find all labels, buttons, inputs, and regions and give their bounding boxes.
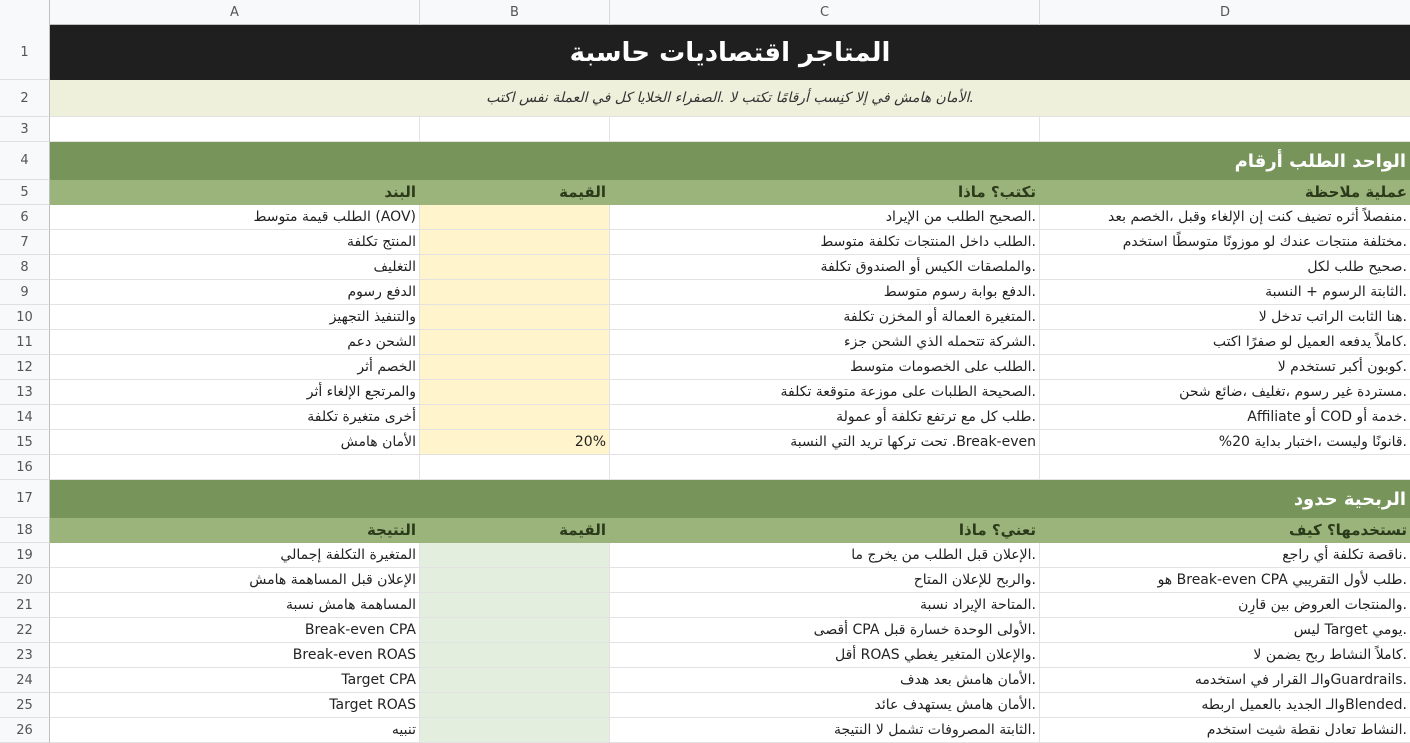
table-row: [50, 593, 1410, 618]
cell-description[interactable]: .الأمان هامش بعد هدف: [610, 668, 1040, 693]
cell-note[interactable]: .طلب لأول التقريبي Break-even CPA هو: [1040, 568, 1410, 593]
cell-d16[interactable]: [1040, 455, 1410, 480]
cell-note[interactable]: .منفصلاً أثره تضيف كنت إن الإلغاء وقبل ،الخصم بعد: [1040, 205, 1410, 230]
column-header-a[interactable]: A: [50, 0, 420, 25]
cell-value[interactable]: 20%: [420, 430, 610, 455]
section2-header-row: [50, 518, 1410, 543]
cell-item[interactable]: (AOV) الطلب قيمة متوسط: [50, 205, 420, 230]
row-header[interactable]: 19: [0, 543, 50, 568]
cell-description[interactable]: .الطلب على الخصومات متوسط: [610, 355, 1040, 380]
select-all-corner[interactable]: [0, 0, 50, 25]
cell-c16[interactable]: [610, 455, 1040, 480]
row-header[interactable]: 21: [0, 593, 50, 618]
cell-description[interactable]: .الطلب داخل المنتجات تكلفة متوسط: [610, 230, 1040, 255]
cell-description[interactable]: .الثابتة المصروفات تشمل لا النتيجة: [610, 718, 1040, 743]
header-meaning[interactable]: تعني؟ ماذا: [610, 518, 1040, 543]
section1-header-row: [50, 180, 1410, 205]
cell-note[interactable]: .صحيح طلب لكل: [1040, 255, 1410, 280]
cell-d3[interactable]: [1040, 117, 1410, 142]
cell-note[interactable]: .مختلفة منتجات عندك لو موزونًا متوسطًا استخدم: [1040, 230, 1410, 255]
row-header-4[interactable]: 4: [0, 142, 50, 180]
cell-note[interactable]: .Blendedوالـ الجديد بالعميل اربطه: [1040, 693, 1410, 718]
header-value[interactable]: القيمة: [420, 518, 610, 543]
cell-item[interactable]: الدفع رسوم: [50, 280, 420, 305]
cell-note[interactable]: .كاملاً يدفعه العميل لو صفرًا اكتب: [1040, 330, 1410, 355]
cell-value[interactable]: [420, 543, 610, 568]
cell-value[interactable]: [420, 693, 610, 718]
cell-item[interactable]: Break-even ROAS: [50, 643, 420, 668]
cell-note[interactable]: .ناقصة تكلفة أي راجع: [1040, 543, 1410, 568]
table-row: [50, 280, 1410, 305]
section-title[interactable]: الواحد الطلب أرقام: [50, 142, 1410, 180]
cell-item[interactable]: المنتج تكلفة: [50, 230, 420, 255]
section-order-numbers: [50, 142, 1410, 180]
row-header-18[interactable]: 18: [0, 518, 50, 543]
header-result[interactable]: النتيجة: [50, 518, 420, 543]
cell-a3[interactable]: [50, 117, 420, 142]
cell-description[interactable]: .الإعلان قبل الطلب من يخرج ما: [610, 543, 1040, 568]
table-row: [50, 230, 1410, 255]
cell-item[interactable]: Target CPA: [50, 668, 420, 693]
cell-value[interactable]: [420, 643, 610, 668]
cell-value[interactable]: [420, 230, 610, 255]
cell-value[interactable]: [420, 593, 610, 618]
header-item[interactable]: البند: [50, 180, 420, 205]
cell-note[interactable]: .كوبون أكبر تستخدم لا: [1040, 355, 1410, 380]
cell-a16[interactable]: [50, 455, 420, 480]
row-header[interactable]: 8: [0, 255, 50, 280]
table-row: [50, 330, 1410, 355]
cell-item[interactable]: والمرتجع الإلغاء أثر: [50, 380, 420, 405]
cell-item[interactable]: Target ROAS: [50, 693, 420, 718]
cell-value[interactable]: [420, 305, 610, 330]
cell-value[interactable]: [420, 718, 610, 743]
row-header[interactable]: 23: [0, 643, 50, 668]
table-row: [50, 205, 1410, 230]
instructions-note[interactable]: .الأمان هامش في إلا كنِسب أرقامًا تكتب لا .الصفراء الخلايا كل في العملة نفس اكتب: [50, 80, 1410, 117]
cell-value[interactable]: [420, 355, 610, 380]
cell-item[interactable]: المساهمة هامش نسبة: [50, 593, 420, 618]
cell-item[interactable]: Break-even CPA: [50, 618, 420, 643]
cell-note[interactable]: .النشاط تعادل نقطة شيت استخدم: [1040, 718, 1410, 743]
cell-description[interactable]: .المتغيرة العمالة أو المخزن تكلفة: [610, 305, 1040, 330]
row-header[interactable]: 10: [0, 305, 50, 330]
row-header[interactable]: 11: [0, 330, 50, 355]
cell-description[interactable]: .الشركة تتحمله الذي الشحن جزء: [610, 330, 1040, 355]
cell-b16[interactable]: [420, 455, 610, 480]
cell-description[interactable]: .والربح للإعلان المتاح: [610, 568, 1040, 593]
cell-item[interactable]: المتغيرة التكلفة إجمالي: [50, 543, 420, 568]
row-header-5[interactable]: 5: [0, 180, 50, 205]
cell-value[interactable]: [420, 255, 610, 280]
blank-row: [50, 455, 1410, 480]
header-what-to-write[interactable]: تكتب؟ ماذا: [610, 180, 1040, 205]
table-row: [50, 668, 1410, 693]
title-row: [50, 25, 1410, 80]
cell-note[interactable]: .والمنتجات العروض بين قارِن: [1040, 593, 1410, 618]
cell-value[interactable]: [420, 205, 610, 230]
cell-description[interactable]: .طلب كل مع ترتفع تكلفة أو عمولة: [610, 405, 1040, 430]
cell-description[interactable]: .الأمان هامش يستهدف عائد: [610, 693, 1040, 718]
cell-description[interactable]: .الأولى الوحدة خسارة قبل CPA أقصى: [610, 618, 1040, 643]
cell-note[interactable]: .يومي Target ليس: [1040, 618, 1410, 643]
cell-item[interactable]: تنبيه: [50, 718, 420, 743]
cell-note[interactable]: .كاملاً النشاط ربح يضمن لا: [1040, 643, 1410, 668]
cell-b3[interactable]: [420, 117, 610, 142]
cell-note[interactable]: .قانونًا وليست ،اختبار بداية 20%: [1040, 430, 1410, 455]
table-row: [50, 693, 1410, 718]
blank-row: [50, 117, 1410, 142]
row-header[interactable]: 20: [0, 568, 50, 593]
cell-note[interactable]: .Guardrailsوالـ القرار في استخدمه: [1040, 668, 1410, 693]
row-header-16[interactable]: 16: [0, 455, 50, 480]
table-row: [50, 618, 1410, 643]
row-header[interactable]: 14: [0, 405, 50, 430]
table-row: [50, 405, 1410, 430]
cell-description[interactable]: .الصحيح الطلب من الإيراد: [610, 205, 1040, 230]
cell-note[interactable]: .هنا الثابت الراتب تدخل لا: [1040, 305, 1410, 330]
row-header-3[interactable]: 3: [0, 117, 50, 142]
row-header[interactable]: 9: [0, 280, 50, 305]
cell-description[interactable]: .والإعلان المتغير يغطي ROAS أقل: [610, 643, 1040, 668]
column-header-d[interactable]: D: [1219, 5, 1230, 20]
header-value[interactable]: القيمة: [420, 180, 610, 205]
table-row: [50, 380, 1410, 405]
row-header[interactable]: 6: [0, 205, 50, 230]
table-row: [50, 430, 1410, 455]
cell-value[interactable]: [420, 330, 610, 355]
cell-value[interactable]: [420, 618, 610, 643]
row-header[interactable]: 12: [0, 355, 50, 380]
cell-item[interactable]: والتنفيذ التجهيز: [50, 305, 420, 330]
cell-item[interactable]: أخرى متغيرة تكلفة: [50, 405, 420, 430]
row-header[interactable]: 25: [0, 693, 50, 718]
cell-item[interactable]: الإعلان قبل المساهمة هامش: [50, 568, 420, 593]
cell-item[interactable]: التغليف: [50, 255, 420, 280]
column-header-b[interactable]: B: [420, 0, 610, 25]
row-header[interactable]: 22: [0, 618, 50, 643]
table-row: [50, 255, 1410, 280]
column-header-bar: [0, 0, 1410, 25]
row-header[interactable]: 13: [0, 380, 50, 405]
row-header-1[interactable]: 1: [0, 25, 50, 80]
cell-value[interactable]: [420, 668, 610, 693]
row-header[interactable]: 26: [0, 718, 50, 743]
cell-c3[interactable]: [610, 117, 1040, 142]
cell-description[interactable]: .الدفع بوابة رسوم متوسط: [610, 280, 1040, 305]
cell-description[interactable]: .المتاحة الإيراد نسبة: [610, 593, 1040, 618]
cell-description[interactable]: .والملصقات الكيس أو الصندوق تكلفة: [610, 255, 1040, 280]
cell-description[interactable]: Break-even. تحت تركها تريد التي النسبة: [610, 430, 1040, 455]
table-row: [50, 355, 1410, 380]
cell-value[interactable]: [420, 380, 610, 405]
cell-item[interactable]: الخصم أثر: [50, 355, 420, 380]
row-header[interactable]: 15: [0, 430, 50, 455]
row-header[interactable]: 24: [0, 668, 50, 693]
cell-value[interactable]: [420, 568, 610, 593]
row-header-2[interactable]: 2: [0, 80, 50, 117]
cell-value[interactable]: [420, 405, 610, 430]
row-header[interactable]: 7: [0, 230, 50, 255]
cell-note[interactable]: .الثابتة الرسوم + النسبة: [1040, 280, 1410, 305]
table-row: [50, 543, 1410, 568]
cell-description[interactable]: .الصحيحة الطلبات على موزعة متوقعة تكلفة: [610, 380, 1040, 405]
table-row: [50, 718, 1410, 743]
section-profitability: [50, 480, 1410, 518]
table-row: [50, 643, 1410, 668]
cell-value[interactable]: [420, 280, 610, 305]
cell-item[interactable]: الشحن دعم: [50, 330, 420, 355]
cell-note[interactable]: .خدمة أو COD أو Affiliate: [1040, 405, 1410, 430]
table-row: [50, 305, 1410, 330]
sheet-title[interactable]: المتاجر اقتصاديات حاسبة: [50, 25, 1410, 80]
note-row: [50, 80, 1410, 117]
header-practical-note[interactable]: عملية ملاحظة: [1040, 180, 1410, 205]
section-title[interactable]: الربحية حدود: [50, 480, 1410, 518]
cell-item[interactable]: الأمان هامش: [50, 430, 420, 455]
header-how-to-use[interactable]: تستخدمها؟ كيف: [1040, 518, 1410, 543]
table-row: [50, 568, 1410, 593]
cell-note[interactable]: .مستردة غير رسوم ،تغليف ،ضائع شحن: [1040, 380, 1410, 405]
row-header-17[interactable]: 17: [0, 480, 50, 518]
column-header-c[interactable]: C: [610, 0, 1040, 25]
